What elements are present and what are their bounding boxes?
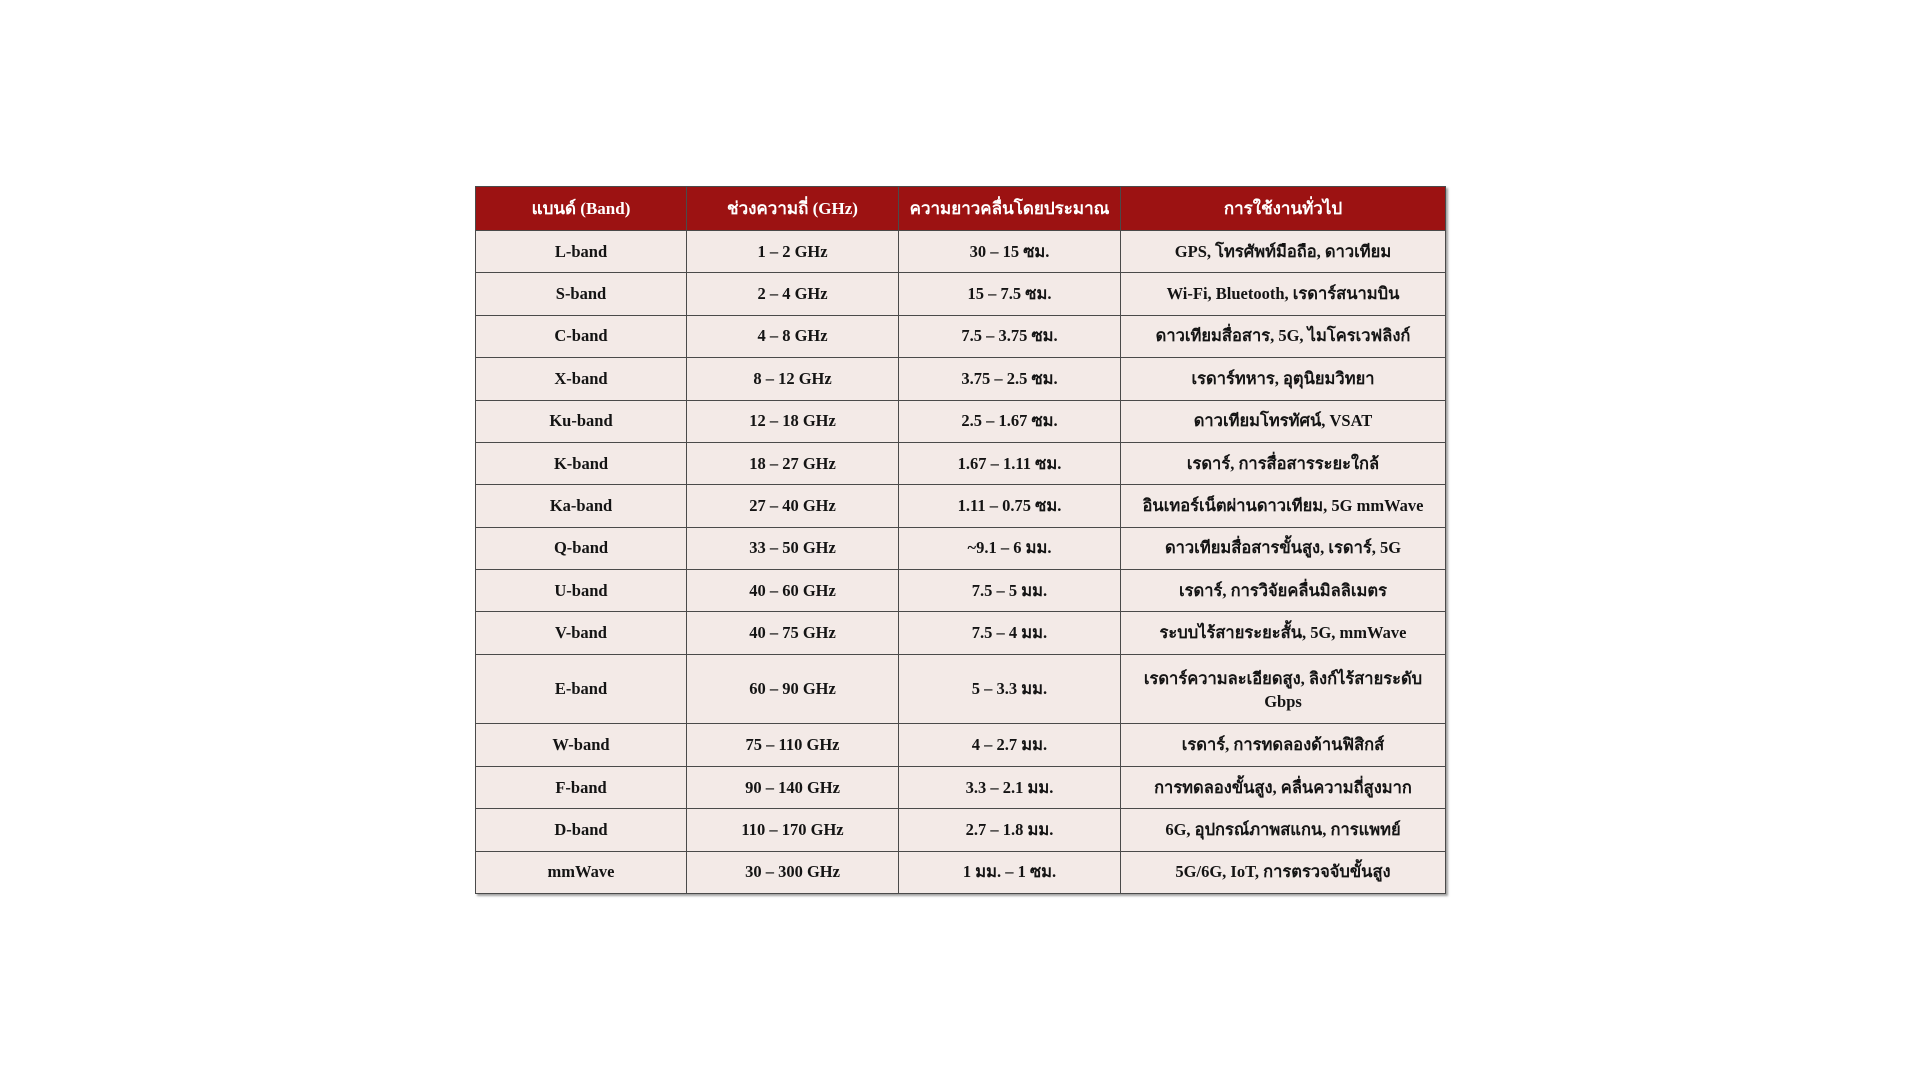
table-row (476, 358, 1446, 400)
cell-wavelength: 7.5 – 3.75 ซม. (899, 315, 1121, 357)
cell-usage: เรดาร์, การวิจัยคลื่นมิลลิเมตร (1121, 570, 1446, 612)
cell-wavelength: 2.5 – 1.67 ซม. (899, 400, 1121, 442)
cell-wavelength: 1 มม. – 1 ซม. (899, 851, 1121, 893)
cell-band: Ku-band (476, 400, 687, 442)
cell-usage: 6G, อุปกรณ์ภาพสแกน, การแพทย์ (1121, 809, 1446, 851)
cell-usage: เรดาร์ทหาร, อุตุนิยมวิทยา (1121, 358, 1446, 400)
table-row (476, 485, 1446, 527)
cell-band: V-band (476, 612, 687, 654)
header-frequency-range: ช่วงความถี่ (GHz) (687, 187, 899, 231)
cell-freq: 8 – 12 GHz (687, 358, 899, 400)
frequency-band-table-container (475, 186, 1445, 894)
cell-freq: 110 – 170 GHz (687, 809, 899, 851)
cell-freq: 2 – 4 GHz (687, 273, 899, 315)
cell-freq: 33 – 50 GHz (687, 527, 899, 569)
table-row (476, 851, 1446, 893)
cell-band: F-band (476, 766, 687, 808)
cell-wavelength: 3.3 – 2.1 มม. (899, 766, 1121, 808)
cell-wavelength: 2.7 – 1.8 มม. (899, 809, 1121, 851)
cell-wavelength: 4 – 2.7 มม. (899, 724, 1121, 766)
header-common-usage: การใช้งานทั่วไป (1121, 187, 1446, 231)
cell-wavelength: 1.11 – 0.75 ซม. (899, 485, 1121, 527)
cell-freq: 30 – 300 GHz (687, 851, 899, 893)
cell-freq: 18 – 27 GHz (687, 442, 899, 484)
cell-freq: 90 – 140 GHz (687, 766, 899, 808)
cell-freq: 12 – 18 GHz (687, 400, 899, 442)
frequency-band-table (475, 186, 1446, 894)
table-row (476, 724, 1446, 766)
cell-usage: GPS, โทรศัพท์มือถือ, ดาวเทียม (1121, 231, 1446, 273)
cell-usage: เรดาร์ความละเอียดสูง, ลิงก์ไร้สายระดับ Gbps (1121, 654, 1446, 724)
cell-wavelength: 7.5 – 4 มม. (899, 612, 1121, 654)
cell-usage: 5G/6G, IoT, การตรวจจับขั้นสูง (1121, 851, 1446, 893)
cell-freq: 27 – 40 GHz (687, 485, 899, 527)
cell-wavelength: 5 – 3.3 มม. (899, 654, 1121, 724)
table-header-row (476, 187, 1446, 231)
table-row (476, 400, 1446, 442)
table-row (476, 654, 1446, 724)
cell-freq: 40 – 60 GHz (687, 570, 899, 612)
cell-band: D-band (476, 809, 687, 851)
cell-freq: 1 – 2 GHz (687, 231, 899, 273)
table-row (476, 231, 1446, 273)
cell-wavelength: 30 – 15 ซม. (899, 231, 1121, 273)
cell-usage: ดาวเทียมโทรทัศน์, VSAT (1121, 400, 1446, 442)
table-row (476, 809, 1446, 851)
cell-freq: 40 – 75 GHz (687, 612, 899, 654)
cell-freq: 4 – 8 GHz (687, 315, 899, 357)
cell-freq: 75 – 110 GHz (687, 724, 899, 766)
cell-usage: เรดาร์, การทดลองด้านฟิสิกส์ (1121, 724, 1446, 766)
cell-band: Ka-band (476, 485, 687, 527)
table-row (476, 570, 1446, 612)
cell-band: S-band (476, 273, 687, 315)
table-row (476, 315, 1446, 357)
table-row (476, 527, 1446, 569)
cell-wavelength: 1.67 – 1.11 ซม. (899, 442, 1121, 484)
header-band: แบนด์ (Band) (476, 187, 687, 231)
cell-band: mmWave (476, 851, 687, 893)
header-wavelength: ความยาวคลื่นโดยประมาณ (899, 187, 1121, 231)
cell-band: Q-band (476, 527, 687, 569)
cell-wavelength: 3.75 – 2.5 ซม. (899, 358, 1121, 400)
cell-wavelength: 7.5 – 5 มม. (899, 570, 1121, 612)
cell-band: X-band (476, 358, 687, 400)
cell-band: L-band (476, 231, 687, 273)
table-row (476, 612, 1446, 654)
table-row (476, 766, 1446, 808)
cell-usage: ดาวเทียมสื่อสารขั้นสูง, เรดาร์, 5G (1121, 527, 1446, 569)
cell-band: W-band (476, 724, 687, 766)
cell-usage: ระบบไร้สายระยะสั้น, 5G, mmWave (1121, 612, 1446, 654)
cell-usage: การทดลองขั้นสูง, คลื่นความถี่สูงมาก (1121, 766, 1446, 808)
cell-freq: 60 – 90 GHz (687, 654, 899, 724)
cell-band: K-band (476, 442, 687, 484)
cell-usage: อินเทอร์เน็ตผ่านดาวเทียม, 5G mmWave (1121, 485, 1446, 527)
cell-band: E-band (476, 654, 687, 724)
cell-usage: ดาวเทียมสื่อสาร, 5G, ไมโครเวฟลิงก์ (1121, 315, 1446, 357)
cell-band: C-band (476, 315, 687, 357)
cell-wavelength: 15 – 7.5 ซม. (899, 273, 1121, 315)
table-row (476, 273, 1446, 315)
cell-usage: เรดาร์, การสื่อสารระยะใกล้ (1121, 442, 1446, 484)
cell-wavelength: ~9.1 – 6 มม. (899, 527, 1121, 569)
cell-band: U-band (476, 570, 687, 612)
table-body (476, 231, 1446, 894)
table-row (476, 442, 1446, 484)
cell-usage: Wi-Fi, Bluetooth, เรดาร์สนามบิน (1121, 273, 1446, 315)
